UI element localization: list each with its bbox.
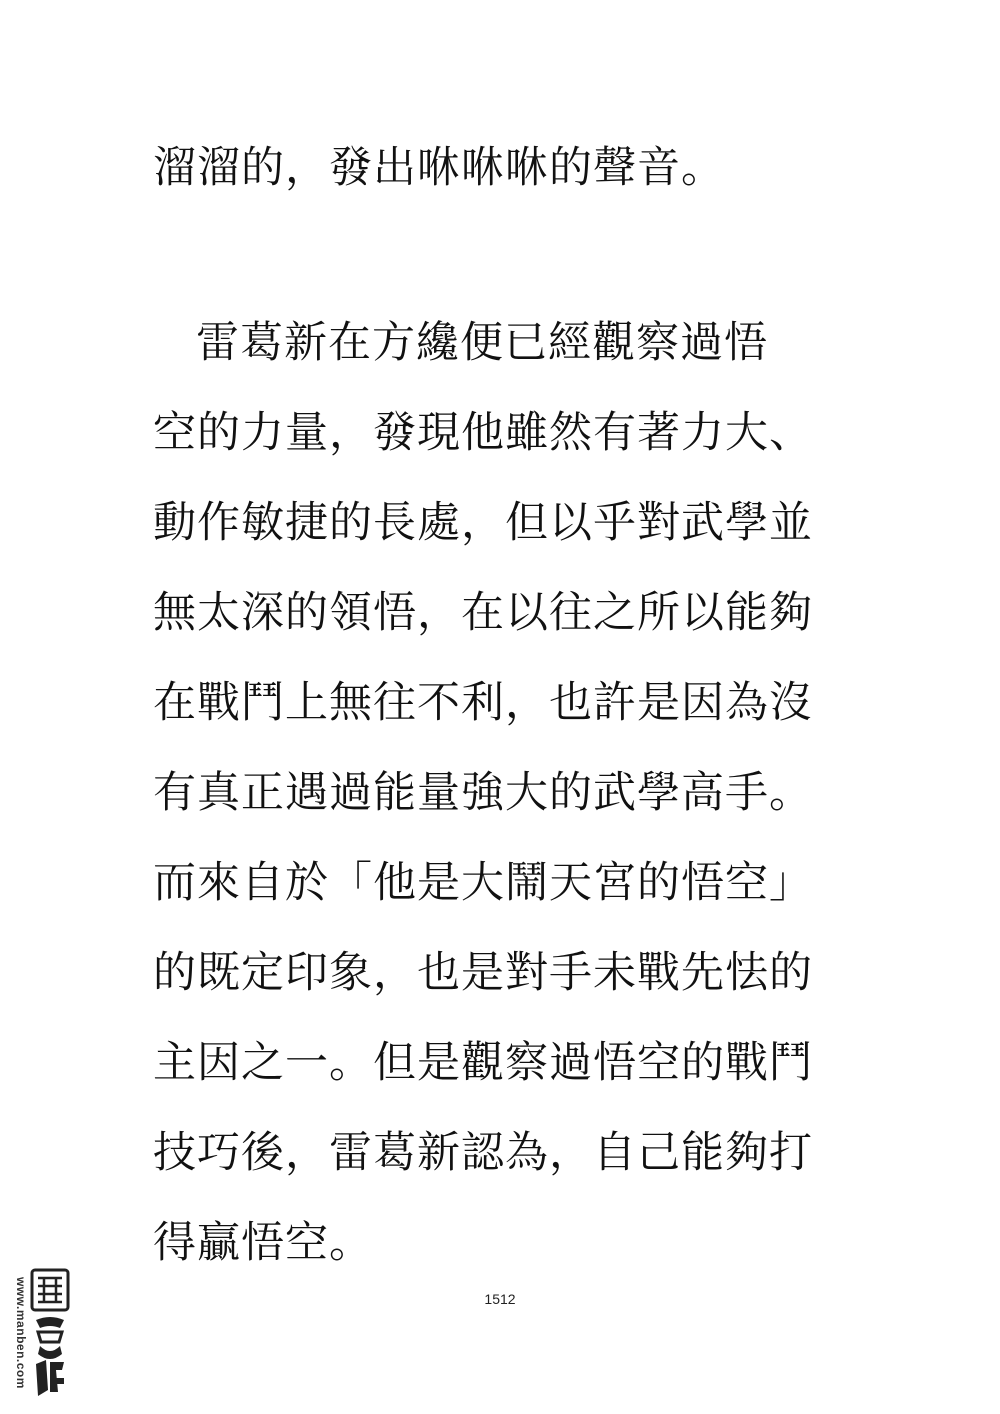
paragraph-line: 動作敏捷的長處，但以乎對武學並 — [153, 498, 813, 548]
paragraph-line: 的既定印象，也是對手未戰先怯的 — [153, 948, 813, 998]
paragraph-gap — [153, 220, 873, 305]
paragraph-line: 無太深的領悟，在以往之所以能夠 — [153, 588, 813, 638]
opening-line: 溜溜的，發出咻咻咻的聲音。 — [153, 143, 725, 193]
paragraph-line: 而來自於「他是大鬧天宮的悟空」 — [153, 858, 813, 908]
site-watermark — [8, 1262, 70, 1404]
body-text — [153, 130, 873, 1295]
page-number: 1512 — [484, 1291, 516, 1307]
paragraph-line: 得贏悟空。 — [153, 1218, 373, 1268]
watermark-url: www.manben.com — [14, 1277, 28, 1389]
paragraph-line: 在戰鬥上無往不利，也許是因為沒 — [153, 678, 813, 728]
manben-logo-icon — [30, 1268, 70, 1402]
paragraph-line: 空的力量，發現他雖然有著力大、 — [153, 408, 813, 458]
paragraph-line: 有真正遇過能量強大的武學高手。 — [153, 768, 813, 818]
paragraph-line: 技巧後，雷葛新認為，自己能夠打 — [153, 1128, 813, 1178]
paragraph-line: 雷葛新在方纔便已經觀察過悟 — [196, 318, 768, 368]
paragraph-line: 主因之一。但是觀察過悟空的戰鬥 — [153, 1038, 813, 1088]
